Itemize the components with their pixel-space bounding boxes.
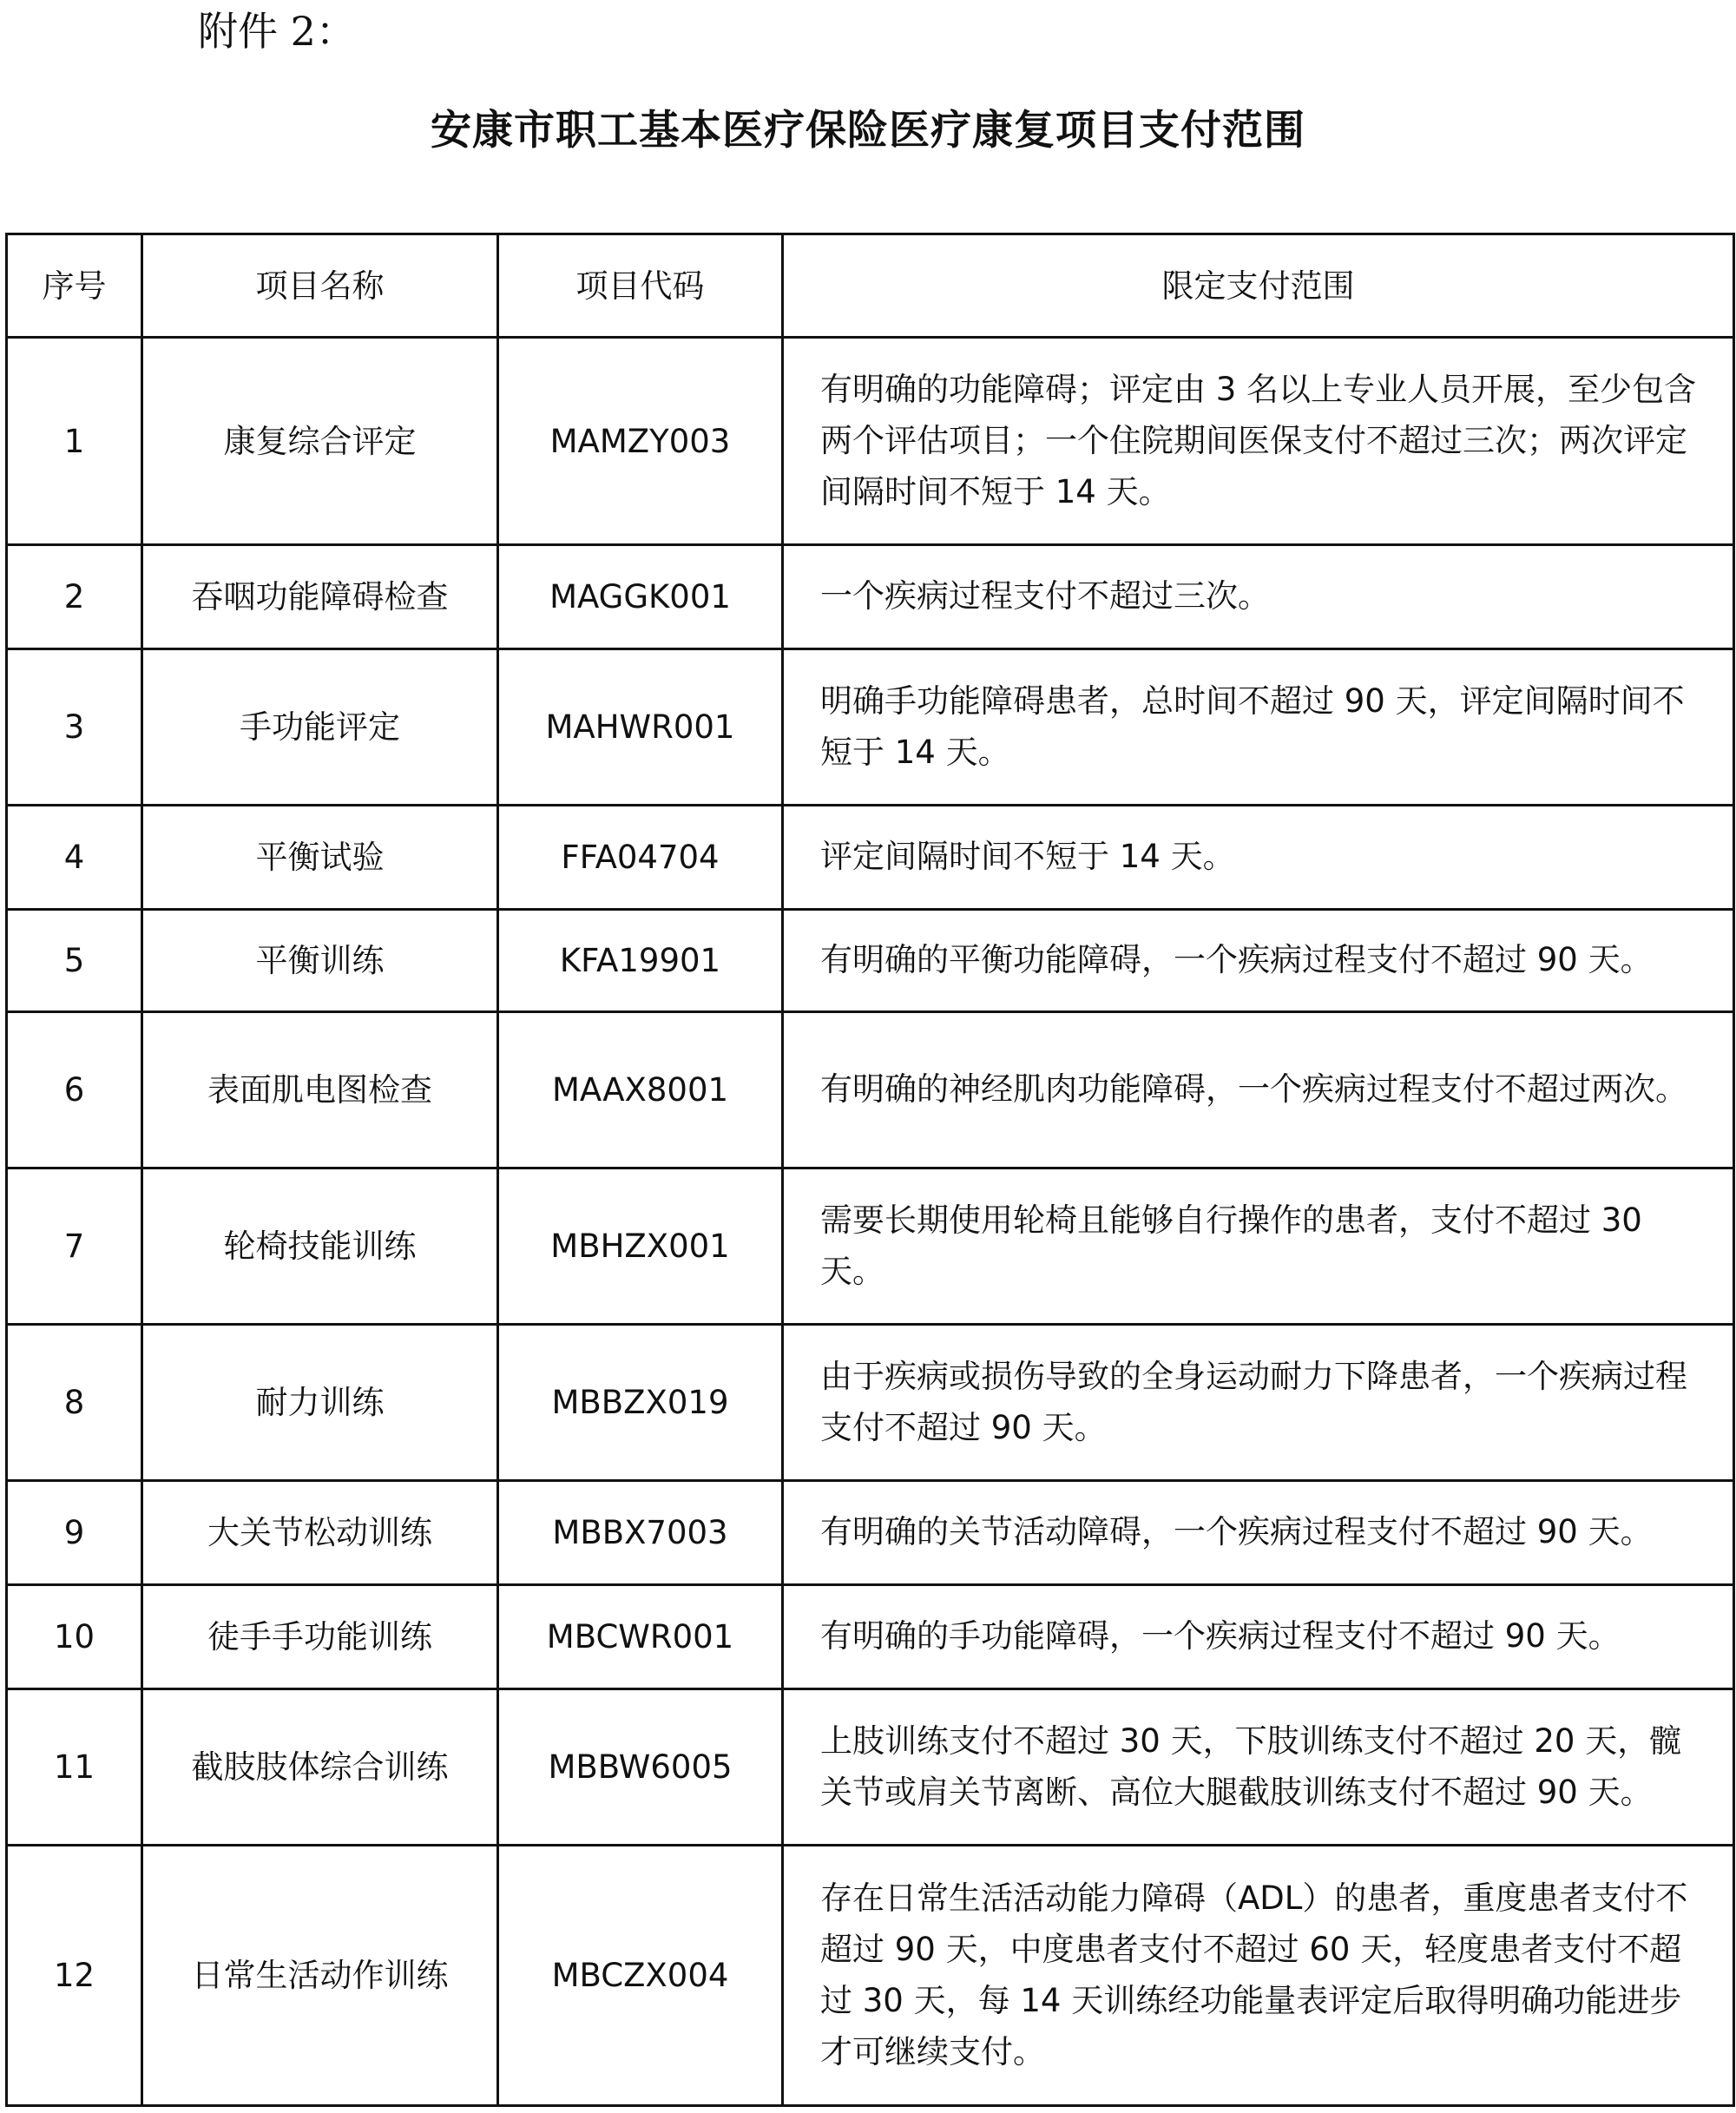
table-row (7, 1689, 1734, 1846)
item-code: MBBZX019 (498, 1325, 783, 1481)
item-name: 表面肌电图检查 (142, 1012, 498, 1168)
payment-scope: 由于疾病或损伤导致的全身运动耐力下降患者，一个疾病过程支付不超过 90 天。 (783, 1325, 1734, 1481)
payment-scope: 评定间隔时间不短于 14 天。 (783, 806, 1734, 910)
table-header-row (7, 234, 1734, 338)
item-name: 吞咽功能障碍检查 (142, 545, 498, 649)
row-index: 1 (7, 338, 142, 545)
item-code: MBCZX004 (498, 1846, 783, 2106)
payment-scope: 明确手功能障碍患者，总时间不超过 90 天，评定间隔时间不短于 14 天。 (783, 649, 1734, 806)
row-index: 9 (7, 1481, 142, 1585)
item-name: 平衡试验 (142, 806, 498, 910)
row-index: 12 (7, 1846, 142, 2106)
attachment-label: 附件 2： (198, 8, 356, 55)
item-code: FFA04704 (498, 806, 783, 910)
table-row (7, 1325, 1734, 1481)
row-index: 3 (7, 649, 142, 806)
payment-scope-table (5, 233, 1735, 2107)
row-index: 11 (7, 1689, 142, 1846)
item-code: MAHWR001 (498, 649, 783, 806)
table-row (7, 1481, 1734, 1585)
item-name: 康复综合评定 (142, 338, 498, 545)
item-code: MAMZY003 (498, 338, 783, 545)
header-item-code: 项目代码 (498, 234, 783, 338)
item-code: KFA19901 (498, 910, 783, 1012)
payment-scope: 有明确的神经肌肉功能障碍，一个疾病过程支付不超过两次。 (783, 1012, 1734, 1168)
item-code: MBBW6005 (498, 1689, 783, 1846)
row-index: 8 (7, 1325, 142, 1481)
table-row (7, 806, 1734, 910)
item-name: 截肢肢体综合训练 (142, 1689, 498, 1846)
document-title: 安康市职工基本医疗保险医疗康复项目支付范围 (431, 107, 1305, 155)
header-payment-scope: 限定支付范围 (783, 234, 1734, 338)
table-row (7, 1168, 1734, 1325)
row-index: 4 (7, 806, 142, 910)
item-name: 徒手手功能训练 (142, 1585, 498, 1689)
payment-scope: 上肢训练支付不超过 30 天，下肢训练支付不超过 20 天，髋关节或肩关节离断、高位大腿截肢训练支付不超过 90 天。 (783, 1689, 1734, 1846)
header-index: 序号 (7, 234, 142, 338)
payment-scope: 需要长期使用轮椅且能够自行操作的患者，支付不超过 30 天。 (783, 1168, 1734, 1325)
table-row (7, 338, 1734, 545)
row-index: 10 (7, 1585, 142, 1689)
table-row (7, 545, 1734, 649)
item-name: 日常生活动作训练 (142, 1846, 498, 2106)
item-name: 大关节松动训练 (142, 1481, 498, 1585)
item-code: MBCWR001 (498, 1585, 783, 1689)
payment-scope: 有明确的平衡功能障碍，一个疾病过程支付不超过 90 天。 (783, 910, 1734, 1012)
item-code: MAGGK001 (498, 545, 783, 649)
row-index: 6 (7, 1012, 142, 1168)
table-row (7, 649, 1734, 806)
payment-scope: 一个疾病过程支付不超过三次。 (783, 545, 1734, 649)
table-row (7, 1846, 1734, 2106)
item-code: MBHZX001 (498, 1168, 783, 1325)
payment-scope: 有明确的手功能障碍，一个疾病过程支付不超过 90 天。 (783, 1585, 1734, 1689)
item-name: 手功能评定 (142, 649, 498, 806)
item-code: MAAX8001 (498, 1012, 783, 1168)
table-row (7, 910, 1734, 1012)
header-item-name: 项目名称 (142, 234, 498, 338)
payment-scope: 有明确的功能障碍；评定由 3 名以上专业人员开展，至少包含两个评估项目；一个住院期间医保支付不超过三次；两次评定间隔时间不短于 14 天。 (783, 338, 1734, 545)
payment-scope: 存在日常生活活动能力障碍（ADL）的患者，重度患者支付不超过 90 天，中度患者支付不超过 60 天，轻度患者支付不超过 30 天，每 14 天训练经功能量表评定后取得明确功能进步才可继续支付。 (783, 1846, 1734, 2106)
item-code: MBBX7003 (498, 1481, 783, 1585)
table-row (7, 1012, 1734, 1168)
item-name: 耐力训练 (142, 1325, 498, 1481)
payment-scope: 有明确的关节活动障碍，一个疾病过程支付不超过 90 天。 (783, 1481, 1734, 1585)
table-row (7, 1585, 1734, 1689)
item-name: 轮椅技能训练 (142, 1168, 498, 1325)
row-index: 7 (7, 1168, 142, 1325)
item-name: 平衡训练 (142, 910, 498, 1012)
row-index: 2 (7, 545, 142, 649)
row-index: 5 (7, 910, 142, 1012)
